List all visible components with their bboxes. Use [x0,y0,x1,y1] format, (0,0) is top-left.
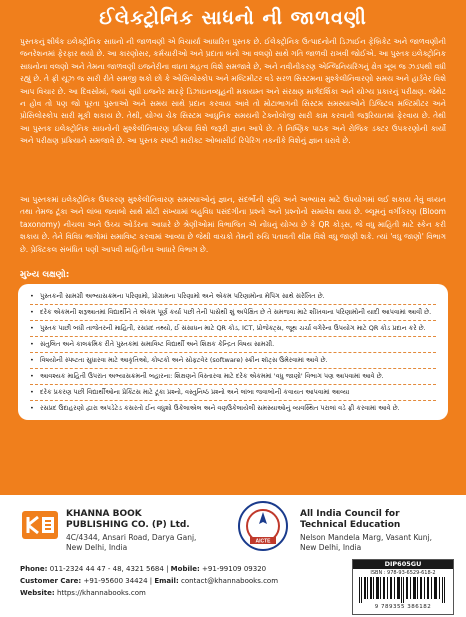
phone-line: Phone: 011-2324 44 47 - 48, 4321 5684 | Mobile: +91-99109 09320 [20,565,267,573]
feature-item: • સંતુલિત અને કાલક્રમિક રીતે પુસ્તકમાં સમાવિષ્ટ વિદ્યાર્થી અને શિક્ષક કેન્દ્રિત વિષય સામગ્રી. [30,337,436,353]
aicte-name: All India Council for Technical Education [300,509,401,530]
website-link[interactable]: https://khannabooks.com [56,589,146,597]
publisher-address: 4C/4344, Ansari Road, Darya Ganj, New Delhi, India [66,533,197,552]
publisher-name: KHANNA BOOK PUBLISHING CO. (P) Ltd. [66,509,190,530]
feature-item: • વિષયોની સ્પષ્ટતા સુધારવા માટે આકૃતિઓ, કોષ્ટકો અને સોફ્ટવેર (software) સ્ક્રીન શૉટ્સ ઉમેરવામાં આવે છે. [30,353,436,369]
feature-item: • પુસ્તક પાછી બધી તાજેતરની માહિતી, રસપ્રદ તથ્યો, ઈ સંસાધન માટે QR કોડ, ICT, પ્રોજેક્ટ્સ, જૂથ ચર્ચા વગેરેના ઉપયોગ માટે QR કોડ પ્રદાન કરે છે. [30,321,436,337]
features-box [18,284,448,420]
barcode-icon [359,577,447,603]
svg-text:AICTE: AICTE [255,538,271,545]
contact-block [20,563,278,599]
features-heading: મુખ્ય લક્ષણો: [20,270,70,280]
feature-item: • રસપ્રદ ઉદાહરણો દ્વારા અપડેટેડ કસરતો ઈન વધુશો ઉકેલાએલ અને વણઉકેલાયેલી સમસ્યાઓનું વ્યવસ્થિત પરાલાં વડે ફ્રી કરવામાં આવે છે. [30,401,436,416]
isbn-barcode-box [352,559,454,615]
feature-item: • પુસ્તકની સામગ્રી અભ્યાસક્રમના પરિણામો, પ્રોગ્રામના પરિણામો અને એકમ પરિણામોના મેપિંગ સાથે સંરેખિત છે. [30,289,436,305]
khanna-logo-icon [20,505,60,545]
customer-care-line: Customer Care: +91-95600 34424 | Email: contact@khannabooks.com [20,577,279,585]
isbn-number: ISBN : 978-93-6529-618-2 [370,570,436,576]
feature-item: • આવશ્યક માહિતી ઉપરાંત અભ્યાસક્રમની બહારના: શિક્ષણને વિસ્તારવા માટે દરેક એકમમાં 'વધુ જાણો' વિભાગ પણ આપવામાં આવે છે. [30,369,436,385]
feature-item: • દરેક એકમની શરૂઆતમાં વિદ્યાર્થીને તે એકમ પૂર્ણ કર્યા પછી તેની પાસેથી શું અપેક્ષિત છે તે સમજવા માટે શીખવાના પરિણામોની યાદી આપવામાં આવી છે. [30,305,436,321]
intro-paragraph-1: પુસ્તકનું શીર્ષક ઇલેક્ટ્રોનિક સાધનો ની જાળવણી એ વિચાર્યા આધારિત પુસ્તક છે. ઈલેક્ટ્રોનિક ઉત્પાદનોની ડિઝાઈન ફેબ્રિકેટ અને જાળવણીની જનરેશનમાં ફેરફાર થયો છે. આ કારણોસર, કર્મચારીઓ અને પ્રદાતા બંનો આ વલણો સાથે ગતિ જાળવી રાખવી જોઈએ. આ પુસ્તક ઇલેક્ટ્રોનિક સાધનોના વલણો અને તેમના જાળવણી ઇજનેરીના વધતા મહત્વ વિશે સમજાવે છે, અને નવીનીકરણ એન્જિનિયરિંગનું ક્ષેત્ર ખૂબ જ ઝડપથી વધી રહ્યું છે. તે ફ્રી યૂઝ જ સારી રીતે સમજી શકો છો કે ઓસિલોસ્કોપ અને મલ્ટિમીટર વડે સરળ સિસ્ટમના મુશ્કેલીનિવારણો સમય અને હાર્ડવેર વિશે આપ વિચાર છે. આ દિવસોમાં, જ્યાં સુધી ઇજનેર મારફે ડિઝાઇનવ્યૂહની મકાયમ્ત અને સંરક્ષણ માર્ગદર્શિકા અને યોગ્ય પ્રકારનું પરીક્ષણ. જેથેટ ન હોવ તો પણ જો પૂરતા પુસ્તાઓ અને સમય સાથે પ્રદાન કરવાય આવે તો મોટાભાગની સિસ્ટમ સમસ્યાઓને ડિજિટલ મલ્ટિમીટર અને પ્રોસિલોસ્કોપ સારી મૂકી શકાય છે. તેથી, યોગ્ય ચેક સિસ્ટમ આધુનિક સમયની ટેક્નોલોજી સારી કામ કરવાની જરૂરિયાતમાં ફેરવાય છે. તેથી આ પુસ્તક ઇલેક્ટ્રોનિક સાધનોની મુશ્કેલીનિવારણ પ્રક્રિયા વિશે જરૂરી જ્ઞાન આપે છે. તે નિષ્ણિક પાઠક અને રોજિક ડક્ટર ઉપકરણોની કાર્યો અને પરીક્ષણ પ્રક્રિયાને સમજાવે છે. આ પુસ્તક સ્પષ્ટી મારીક્ટ ઓબાસીઈ રિપેરિંગ તકનીકે વિશેનું જ્ઞાન ધરાવે છે. [20,37,446,146]
website-line: Website: https://khannabooks.com [20,589,146,597]
barcode-digits: 9 789355 386182 [374,604,432,610]
aicte-address: Nelson Mandela Marg, Vasant Kunj, New Delhi, India [300,533,432,552]
book-title: ઈલેક્ટ્રોનિક સાધનો ની જાળવણી [99,7,367,29]
product-code: DIP605GU [353,560,453,569]
feature-item: • દરેક પ્રકરણ પછી વિદ્યાર્થીઓના પ્રેક્ટિસ માટે ટૂંકા પ્રશ્નો, વસ્તુનિષ્ઠ પ્રશ્નો અને લાંબા જવાબોની કવાયત આપવામાં આવ્યા [30,385,436,401]
aicte-logo-icon [236,499,290,553]
intro-paragraph-2: આ પુસ્તકમાં ઇલેક્ટ્રોનિક ઉપકરણ મુશ્કેલીનિવારણ સમસ્યાઓનું જ્ઞાન, સંદર્ભોની સૂચિ અને અભ્યાસ માટે ઉપયોગમાં લઈ શકાય તેવું વધ્યન તથા તેમજ ટૂંકા અને લાંબા જવાબો સાથે મોટી સંખ્યામાં બહુવિધ પસંદગીના પ્રશ્નો અને પ્રશ્નોનો સમાવેશ થાય છે. બ્લૂમનું વર્ગીકરણ (Bloom taxonomy) નીચલા અને ઉચ્ચ ઓર્ડરના આધારે છે શ્રેણીઓમાં વિભાજિત એ નોંધનું યોગ્ય છે કે QR કોડ્સ, જે વધુ માહિતી માટે સ્કેન કરી શકાય છે. તેને વિવિધ ભાગોમાં સમાવિષ્ટ કરવામાં આવ્યા છે જેથી વાચકો તેમની રુચિ પતાવતી થીમ વિશે વધુ જાણી શકે. ત્યાં 'વધુ જાણો' વિભાગ છે. પ્રેક્ટિકલ સંબંધિત પણી આપવી માહિતીના આધારે વિભાગ છે. [20,195,446,254]
publisher-footer [0,495,466,617]
